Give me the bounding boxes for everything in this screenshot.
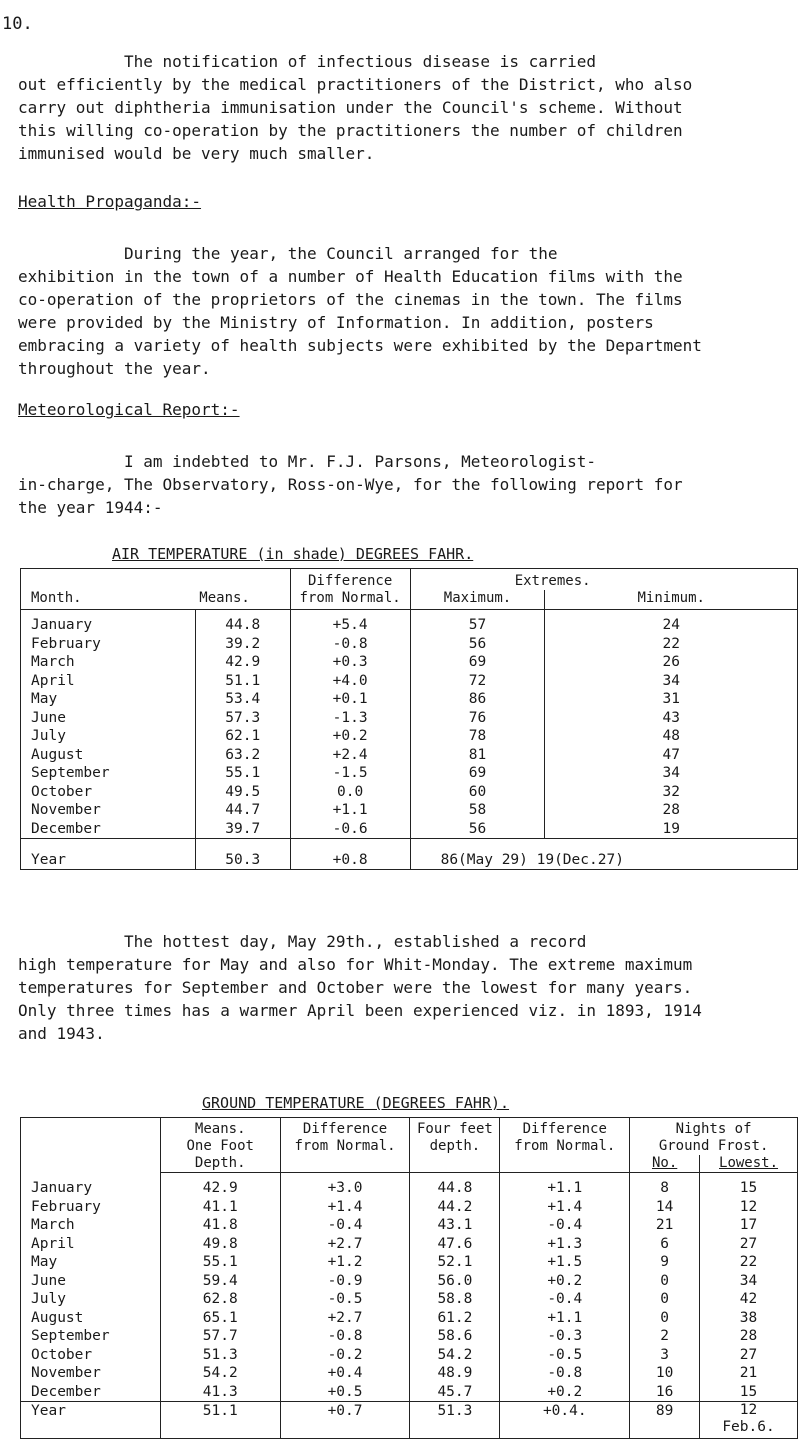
- nights-cell: 21: [630, 1216, 700, 1235]
- mean-cell: 39.7: [195, 820, 290, 839]
- diff2-header-2: from Normal.: [500, 1138, 630, 1155]
- four-feet-cell: 52.1: [410, 1253, 500, 1272]
- table-row: [21, 1383, 798, 1402]
- difference-sub-header: from Normal.: [290, 590, 410, 610]
- mean-cell: 49.5: [195, 783, 290, 802]
- max-cell: 78: [410, 727, 545, 746]
- nights-cell: 0: [630, 1272, 700, 1291]
- means-header: Means.: [160, 1118, 280, 1139]
- table-row: [21, 1173, 798, 1198]
- month-cell: July: [21, 1290, 161, 1309]
- mean-cell: 51.1: [195, 672, 290, 691]
- text-line: the year 1944:-: [18, 498, 163, 517]
- min-cell: 19: [545, 820, 798, 839]
- year-one-ft: 51.1: [160, 1402, 280, 1439]
- meteorological-report-heading: Meteorological Report:-: [18, 400, 240, 419]
- min-cell: 31: [545, 690, 798, 709]
- diff2-cell: -0.3: [500, 1327, 630, 1346]
- min-cell: 48: [545, 727, 798, 746]
- table-row: [21, 764, 798, 783]
- text-line: Only three times has a warmer April been experienced viz. in 1893, 1914: [18, 1001, 702, 1020]
- table-row: [21, 635, 798, 654]
- nights-cell: 3: [630, 1346, 700, 1365]
- diff-cell: +1.1: [290, 801, 410, 820]
- lowest-cell: 28: [700, 1327, 798, 1346]
- text-line: high temperature for May and also for Whit-Monday. The extreme maximum: [18, 955, 693, 974]
- text-line: immunised would be very much smaller.: [18, 144, 375, 163]
- max-cell: 81: [410, 746, 545, 765]
- text-line: During the year, the Council arranged for the: [124, 244, 558, 263]
- table-row: [21, 1309, 798, 1328]
- month-cell: December: [21, 820, 196, 839]
- four-feet-cell: 44.2: [410, 1198, 500, 1217]
- min-cell: 24: [545, 610, 798, 635]
- diff1-cell: +0.4: [280, 1364, 410, 1383]
- extremes-header: Extremes.: [410, 569, 695, 591]
- month-cell: December: [21, 1383, 161, 1402]
- month-cell: June: [21, 709, 196, 728]
- diff1-cell: -0.5: [280, 1290, 410, 1309]
- table-row: [21, 820, 798, 839]
- diff2-cell: +1.1: [500, 1173, 630, 1198]
- text-line: temperatures for September and October were the lowest for many years.: [18, 978, 693, 997]
- table-row: [21, 672, 798, 691]
- one-foot-cell: 55.1: [160, 1253, 280, 1272]
- text-line: The notification of infectious disease is carried: [124, 52, 597, 71]
- diff1-cell: +2.7: [280, 1309, 410, 1328]
- diff1-cell: -0.9: [280, 1272, 410, 1291]
- min-cell: 32: [545, 783, 798, 802]
- four-feet-cell: 45.7: [410, 1383, 500, 1402]
- one-foot-cell: 41.8: [160, 1216, 280, 1235]
- year-nights: 89: [630, 1402, 700, 1439]
- table-row: [21, 783, 798, 802]
- nights-cell: 0: [630, 1309, 700, 1328]
- lowest-cell: 34: [700, 1272, 798, 1291]
- intro-paragraph: [18, 50, 788, 165]
- air-temperature-table: [20, 568, 798, 870]
- lowest-header: Lowest.: [700, 1155, 798, 1173]
- maximum-header: Maximum.: [410, 590, 545, 610]
- month-cell: November: [21, 801, 196, 820]
- diff-cell: -0.6: [290, 820, 410, 839]
- one-foot-cell: 54.2: [160, 1364, 280, 1383]
- means-header: Means.: [195, 569, 290, 610]
- month-cell: September: [21, 1327, 161, 1346]
- health-paragraph: [18, 242, 788, 380]
- mean-cell: 63.2: [195, 746, 290, 765]
- table-row: [21, 1216, 798, 1235]
- lowest-cell: 12: [700, 1198, 798, 1217]
- max-cell: 58: [410, 801, 545, 820]
- month-cell: February: [21, 1198, 161, 1217]
- health-propaganda-heading: Health Propaganda:-: [18, 192, 202, 211]
- month-cell: March: [21, 1216, 161, 1235]
- table-row: [21, 727, 798, 746]
- diff-cell: +2.4: [290, 746, 410, 765]
- page-number: 10.: [2, 14, 33, 34]
- diff-cell: 0.0: [290, 783, 410, 802]
- mean-cell: 55.1: [195, 764, 290, 783]
- max-cell: 69: [410, 653, 545, 672]
- month-cell: May: [21, 1253, 161, 1272]
- lowest-cell: 21: [700, 1364, 798, 1383]
- year-diff1: +0.7: [280, 1402, 410, 1439]
- diff-cell: +0.2: [290, 727, 410, 746]
- minimum-header: Minimum.: [545, 590, 798, 610]
- diff-cell: -1.5: [290, 764, 410, 783]
- header-row: [21, 1118, 798, 1139]
- table-row: [21, 801, 798, 820]
- month-cell: June: [21, 1272, 161, 1291]
- diff1-cell: +1.2: [280, 1253, 410, 1272]
- one-foot-cell: 51.3: [160, 1346, 280, 1365]
- max-cell: 86: [410, 690, 545, 709]
- lowest-cell: 42: [700, 1290, 798, 1309]
- diff2-header: Difference: [500, 1118, 630, 1139]
- month-header: Month.: [21, 569, 196, 610]
- table-row: [21, 1253, 798, 1272]
- table-row: [21, 1290, 798, 1309]
- table-row: [21, 1235, 798, 1254]
- year-label: Year: [21, 1402, 161, 1439]
- year-lowest: [700, 1402, 798, 1439]
- max-cell: 76: [410, 709, 545, 728]
- nights-cell: 14: [630, 1198, 700, 1217]
- lowest-cell: 15: [700, 1383, 798, 1402]
- diff2-cell: -0.5: [500, 1346, 630, 1365]
- table-row: [21, 746, 798, 765]
- table-row: [21, 709, 798, 728]
- min-cell: 43: [545, 709, 798, 728]
- table-row: [21, 1364, 798, 1383]
- text-line: out efficiently by the medical practitioners of the District, who also: [18, 75, 693, 94]
- year-row: [21, 839, 798, 870]
- text-line: I am indebted to Mr. F.J. Parsons, Meteorologist-: [124, 452, 597, 471]
- nights-header: Nights of: [630, 1118, 798, 1139]
- diff2-cell: +0.2: [500, 1272, 630, 1291]
- diff2-cell: +1.4: [500, 1198, 630, 1217]
- max-cell: 72: [410, 672, 545, 691]
- hottest-day-paragraph: [18, 930, 788, 1045]
- month-cell: July: [21, 727, 196, 746]
- min-cell: 28: [545, 801, 798, 820]
- month-cell: April: [21, 672, 196, 691]
- diff1-cell: +0.5: [280, 1383, 410, 1402]
- month-cell: January: [21, 1173, 161, 1198]
- diff2-cell: +1.3: [500, 1235, 630, 1254]
- min-cell: 34: [545, 672, 798, 691]
- one-foot-cell: 65.1: [160, 1309, 280, 1328]
- mean-cell: 53.4: [195, 690, 290, 709]
- ground-temperature-table: [20, 1117, 798, 1439]
- four-feet-cell: 47.6: [410, 1235, 500, 1254]
- met-paragraph: [18, 450, 788, 519]
- month-cell: January: [21, 610, 196, 635]
- diff1-cell: +2.7: [280, 1235, 410, 1254]
- four-feet-cell: 43.1: [410, 1216, 500, 1235]
- mean-cell: 57.3: [195, 709, 290, 728]
- lowest-cell: 17: [700, 1216, 798, 1235]
- text-line: in-charge, The Observatory, Ross-on-Wye, for the following report for: [18, 475, 683, 494]
- month-cell: September: [21, 764, 196, 783]
- diff2-cell: -0.8: [500, 1364, 630, 1383]
- ground-temperature-title: GROUND TEMPERATURE (DEGREES FAHR).: [202, 1094, 510, 1112]
- lowest-cell: 27: [700, 1235, 798, 1254]
- four-feet-header: Four feet: [410, 1118, 500, 1139]
- one-foot-cell: 62.8: [160, 1290, 280, 1309]
- month-cell: August: [21, 1309, 161, 1328]
- table-row: [21, 653, 798, 672]
- mean-cell: 39.2: [195, 635, 290, 654]
- text-line: throughout the year.: [18, 359, 211, 378]
- table-row: [21, 1272, 798, 1291]
- lowest-cell: 22: [700, 1253, 798, 1272]
- year-diff2: +0.4.: [500, 1402, 630, 1439]
- month-cell: October: [21, 1346, 161, 1365]
- max-cell: 69: [410, 764, 545, 783]
- diff1-cell: +1.4: [280, 1198, 410, 1217]
- diff-cell: +0.3: [290, 653, 410, 672]
- air-temperature-title: AIR TEMPERATURE (in shade) DEGREES FAHR.: [112, 545, 474, 563]
- text-line: carry out diphtheria immunisation under the Council's scheme. Without: [18, 98, 683, 117]
- diff1-header-2: from Normal.: [280, 1138, 410, 1155]
- one-foot-cell: 59.4: [160, 1272, 280, 1291]
- lowest-cell: 38: [700, 1309, 798, 1328]
- year-four-ft: 51.3: [410, 1402, 500, 1439]
- lowest-cell: 15: [700, 1173, 798, 1198]
- table-row: [21, 690, 798, 709]
- year-extremes: 86(May 29) 19(Dec.27): [410, 839, 797, 870]
- max-cell: 57: [410, 610, 545, 635]
- table-row: [21, 1327, 798, 1346]
- mean-cell: 44.7: [195, 801, 290, 820]
- nights-cell: 2: [630, 1327, 700, 1346]
- four-feet-header-2: depth.: [410, 1138, 500, 1155]
- means-header-2: One Foot: [160, 1138, 280, 1155]
- diff-cell: +5.4: [290, 610, 410, 635]
- nights-cell: 8: [630, 1173, 700, 1198]
- month-cell: March: [21, 653, 196, 672]
- text-line: exhibition in the town of a number of Health Education films with the: [18, 267, 683, 286]
- four-feet-cell: 58.6: [410, 1327, 500, 1346]
- nights-cell: 10: [630, 1364, 700, 1383]
- one-foot-cell: 41.3: [160, 1383, 280, 1402]
- diff-cell: -1.3: [290, 709, 410, 728]
- month-cell: April: [21, 1235, 161, 1254]
- four-feet-cell: 61.2: [410, 1309, 500, 1328]
- no-header: No.: [630, 1155, 700, 1173]
- month-cell: November: [21, 1364, 161, 1383]
- month-cell: October: [21, 783, 196, 802]
- header-row: [21, 569, 798, 591]
- min-cell: 47: [545, 746, 798, 765]
- one-foot-cell: 41.1: [160, 1198, 280, 1217]
- diff1-cell: -0.4: [280, 1216, 410, 1235]
- text-line: co-operation of the proprietors of the cinemas in the town. The films: [18, 290, 683, 309]
- four-feet-cell: 58.8: [410, 1290, 500, 1309]
- min-cell: 26: [545, 653, 798, 672]
- nights-header-2: Ground Frost.: [630, 1138, 798, 1155]
- year-row: [21, 1402, 798, 1439]
- one-foot-cell: 42.9: [160, 1173, 280, 1198]
- text-line: this willing co-operation by the practitioners the number of children: [18, 121, 683, 140]
- mean-cell: 62.1: [195, 727, 290, 746]
- table-row: [21, 1346, 798, 1365]
- diff2-cell: +1.5: [500, 1253, 630, 1272]
- max-cell: 60: [410, 783, 545, 802]
- one-foot-cell: 49.8: [160, 1235, 280, 1254]
- year-mean: 50.3: [195, 839, 290, 870]
- diff-cell: +0.1: [290, 690, 410, 709]
- diff2-cell: -0.4: [500, 1290, 630, 1309]
- text-line: embracing a variety of health subjects were exhibited by the Department: [18, 336, 702, 355]
- nights-cell: 0: [630, 1290, 700, 1309]
- diff-cell: +4.0: [290, 672, 410, 691]
- diff2-cell: +0.2: [500, 1383, 630, 1402]
- year-lowest-date: Feb.6.: [722, 1419, 775, 1435]
- four-feet-cell: 44.8: [410, 1173, 500, 1198]
- min-cell: 34: [545, 764, 798, 783]
- max-cell: 56: [410, 635, 545, 654]
- mean-cell: 42.9: [195, 653, 290, 672]
- nights-cell: 6: [630, 1235, 700, 1254]
- four-feet-cell: 56.0: [410, 1272, 500, 1291]
- year-lowest-value: 12: [739, 1402, 758, 1418]
- diff1-cell: -0.8: [280, 1327, 410, 1346]
- month-cell: August: [21, 746, 196, 765]
- table-row: [21, 610, 798, 635]
- means-header-3: Depth.: [160, 1155, 280, 1173]
- diff1-cell: +3.0: [280, 1173, 410, 1198]
- month-cell: February: [21, 635, 196, 654]
- diff-cell: -0.8: [290, 635, 410, 654]
- diff2-cell: +1.1: [500, 1309, 630, 1328]
- lowest-cell: 27: [700, 1346, 798, 1365]
- month-cell: May: [21, 690, 196, 709]
- one-foot-cell: 57.7: [160, 1327, 280, 1346]
- table-row: [21, 1198, 798, 1217]
- min-cell: 22: [545, 635, 798, 654]
- text-line: The hottest day, May 29th., established a record: [124, 932, 587, 951]
- mean-cell: 44.8: [195, 610, 290, 635]
- text-line: were provided by the Ministry of Information. In addition, posters: [18, 313, 654, 332]
- nights-cell: 16: [630, 1383, 700, 1402]
- max-cell: 56: [410, 820, 545, 839]
- diff1-header: Difference: [280, 1118, 410, 1139]
- diff1-cell: -0.2: [280, 1346, 410, 1365]
- nights-cell: 9: [630, 1253, 700, 1272]
- year-diff: +0.8: [290, 839, 410, 870]
- four-feet-cell: 48.9: [410, 1364, 500, 1383]
- four-feet-cell: 54.2: [410, 1346, 500, 1365]
- diff2-cell: -0.4: [500, 1216, 630, 1235]
- year-label: Year: [21, 839, 196, 870]
- text-line: and 1943.: [18, 1024, 105, 1043]
- difference-header: Difference: [290, 569, 410, 591]
